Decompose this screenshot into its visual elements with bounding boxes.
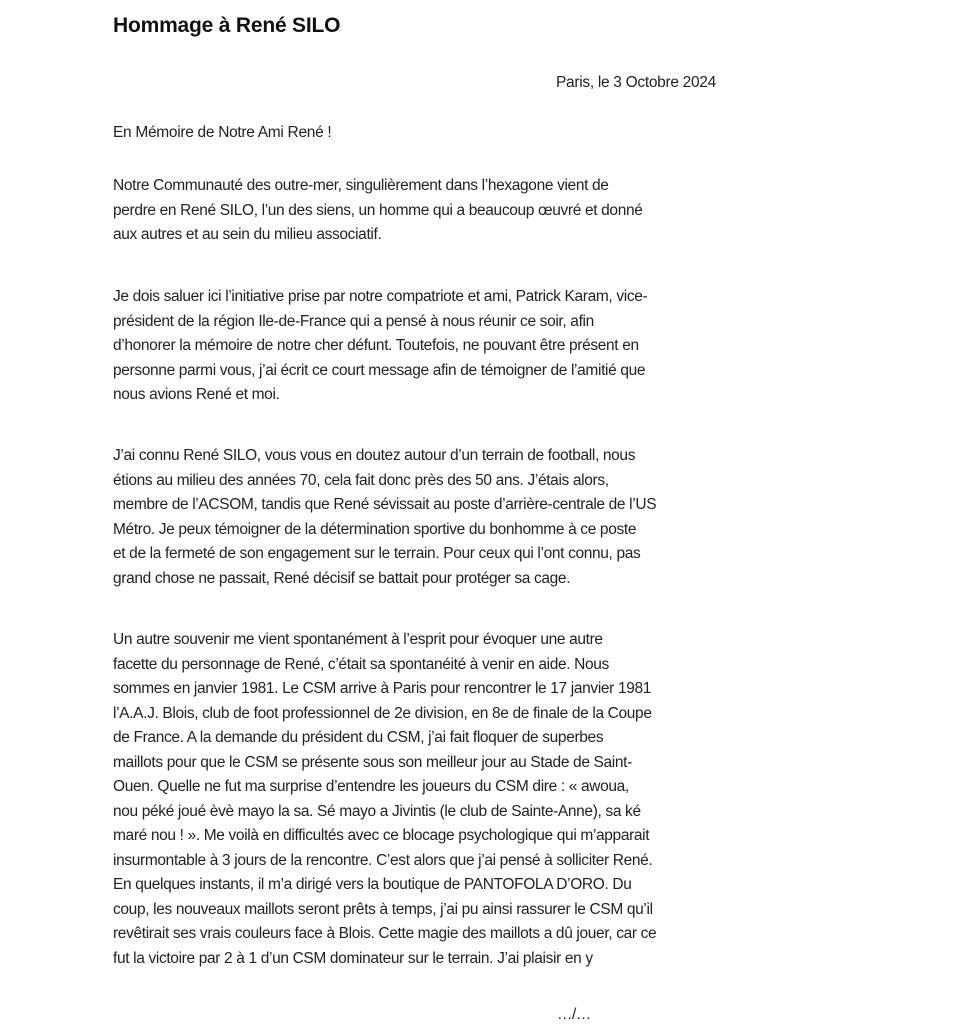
text-line: aux autres et au sein du milieu associatif. [113, 226, 382, 243]
text-line: de France. A la demande du président du CSM, j’ai fait floquer de superbes [113, 729, 604, 746]
paragraph-2 [113, 285, 873, 408]
document-title: Hommage à René SILO [113, 14, 341, 37]
continuation-marker: …/… [557, 1006, 591, 1023]
text-line: étions au milieu des années 70, cela fait donc près des 50 ans. J’étais alors, [113, 471, 609, 489]
text-line: maillots pour que le CSM se présente sous son meilleur jour au Stade de Saint- [113, 753, 632, 771]
paragraph-1 [113, 174, 873, 248]
text-line: nou péké joué èvè mayo la sa. Sé mayo a Jivintis (le club de Sainte-Anne), sa ké [113, 802, 641, 820]
text-line: Ouen. Quelle ne fut ma surprise d’entendre les joueurs du CSM dire : « awoua, [113, 778, 629, 795]
text-line: Un autre souvenir me vient spontanément à l’esprit pour évoquer une autre [113, 631, 603, 648]
text-line: J’ai connu René SILO, vous vous en doutez autour d’un terrain de football, nous [113, 447, 636, 464]
text-line: grand chose ne passait, René décisif se battait pour protéger sa cage. [113, 569, 571, 587]
text-line: nous avions René et moi. [113, 386, 280, 403]
text-line: Notre Communauté des outre-mer, singulièrement dans l’hexagone vient de [113, 177, 609, 194]
text-line: coup, les nouveaux maillots seront prêts à temps, j’ai pu ainsi rassurer le CSM qu’il [113, 900, 653, 918]
text-line: personne parmi vous, j’ai écrit ce court message afin de témoigner de l’amitié que [113, 361, 646, 379]
text-line: fut la victoire par 2 à 1 d’un CSM dominateur sur le terrain. J’ai plaisir en y [113, 949, 593, 967]
text-line: revêtirait ses vrais couleurs face à Blois. Cette magie des maillots a dû jouer, car ce [113, 925, 657, 942]
text-line: insurmontable à 3 jours de la rencontre. C’est alors que j’ai pensé à solliciter René. [113, 851, 653, 869]
text-line: membre de l’ACSOM, tandis que René sévissait au poste d’arrière-centrale de l’US [113, 496, 657, 513]
text-line: l’A.A.J. Blois, club de foot professionnel de 2e division, en 8e de finale de la Coupe [113, 704, 652, 722]
text-line: Métro. Je peux témoigner de la détermination sportive du bonhomme à ce poste [113, 520, 637, 538]
text-line: et de la fermeté de son engagement sur le terrain. Pour ceux qui l’ont connu, pas [113, 545, 641, 562]
text-line: sommes en janvier 1981. Le CSM arrive à Paris pour rencontrer le 17 janvier 1981 [113, 680, 652, 697]
text-line: facette du personnage de René, c’était sa spontanéité à venir en aide. Nous [113, 655, 609, 673]
text-line: Je dois saluer ici l’initiative prise par notre compatriote et ami, Patrick Karam, vice- [113, 288, 648, 305]
paragraph-4 [113, 628, 873, 971]
text-line: d’honorer la mémoire de notre cher défunt. Toutefois, ne pouvant être présent en [113, 337, 639, 354]
paragraph-3 [113, 444, 873, 591]
text-line: En quelques instants, il m’a dirigé vers la boutique de PANTOFOLA D’ORO. Du [113, 876, 632, 893]
date-line: Paris, le 3 Octobre 2024 [556, 74, 716, 91]
text-line: maré nou ! ». Me voilà en difficultés avec ce blocage psychologique qui m’apparait [113, 827, 650, 844]
text-line: perdre en René SILO, l’un des siens, un homme qui a beaucoup œuvré et donné [113, 201, 643, 219]
salutation: En Mémoire de Notre Ami René ! [113, 124, 332, 141]
text-line: président de la région Ile-de-France qui a pensé à nous réunir ce soir, afin [113, 312, 594, 330]
